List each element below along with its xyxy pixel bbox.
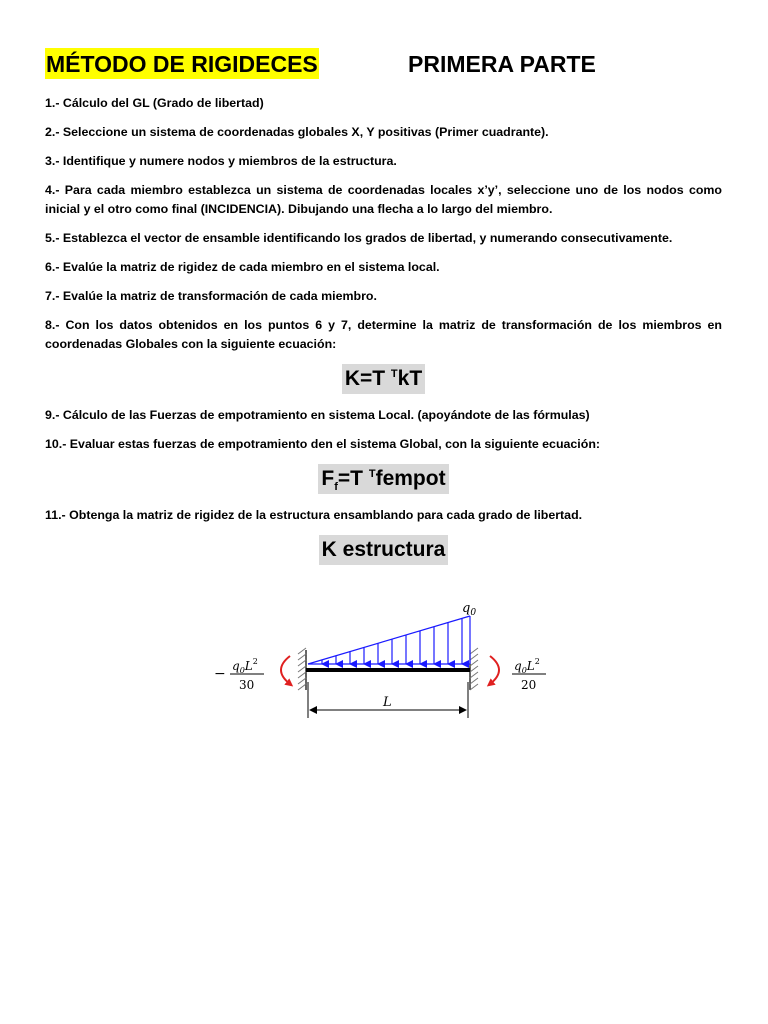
equation-fixed-end-forces bbox=[318, 464, 448, 494]
beam-diagram-svg bbox=[200, 590, 560, 730]
eq2-subscript: f bbox=[334, 481, 338, 494]
equation-structure-stiffness: K estructura bbox=[319, 535, 449, 565]
left-moment-sign: − bbox=[214, 666, 226, 682]
right-moment-arrow bbox=[490, 656, 499, 684]
step-8: 8.- Con los datos obtenidos en los puntos 6 y 7, determine la matriz de transformación de los miembros en coordenadas Globales con la siguiente ecuación: bbox=[45, 318, 722, 351]
triangular-distributed-load bbox=[308, 616, 470, 664]
eq1-part-a: K=T bbox=[344, 367, 391, 390]
step-10: 10.- Evaluar estas fuerzas de empotramiento den el sistema Global, con la siguiente ecuación: bbox=[45, 437, 601, 451]
equation-global-stiffness bbox=[342, 364, 425, 394]
equation-row-3 bbox=[45, 535, 722, 565]
eq2-part-c: fempot bbox=[375, 467, 446, 490]
eq2-part-b: =T bbox=[337, 467, 369, 490]
step-11: 11.- Obtenga la matriz de rigidez de la estructura ensamblando para cada grado de libertad. bbox=[45, 508, 583, 522]
eq2-part-a: F bbox=[321, 467, 335, 490]
step-9: 9.- Cálculo de las Fuerzas de empotramiento en sistema Local. (apoyándote de las fórmulas) bbox=[45, 408, 590, 422]
eq1-superscript: T bbox=[390, 368, 398, 380]
right-moment-denominator: 20 bbox=[521, 678, 537, 692]
span-label: L bbox=[383, 695, 392, 710]
step-2: 2.- Seleccione un sistema de coordenadas globales X, Y positivas (Primer cuadrante). bbox=[45, 125, 549, 139]
step-5: 5.- Establezca el vector de ensamble identificando los grados de libertad, y numerando consecutivamente. bbox=[45, 231, 673, 245]
left-moment-arrow bbox=[281, 656, 290, 684]
eq1-part-b: kT bbox=[397, 367, 423, 390]
step-3: 3.- Identifique y numere nodos y miembros de la estructura. bbox=[45, 154, 397, 168]
left-moment-label bbox=[214, 657, 264, 692]
step-7: 7.- Evalúe la matriz de transformación de cada miembro. bbox=[45, 289, 377, 303]
steps-list bbox=[45, 94, 722, 577]
fixed-beam-diagram bbox=[200, 590, 560, 730]
left-moment-numerator: $q_0L^2$ bbox=[232, 657, 258, 675]
step-6: 6.- Evalúe la matriz de rigidez de cada miembro en el sistema local. bbox=[45, 260, 440, 274]
equation-row-2 bbox=[45, 464, 722, 494]
step-1: 1.- Cálculo del GL (Grado de libertad) bbox=[45, 96, 264, 110]
right-moment-label bbox=[512, 657, 546, 692]
document-part: PRIMERA PARTE bbox=[408, 51, 596, 77]
header bbox=[45, 48, 725, 82]
step-4: 4.- Para cada miembro establezca un sistema de coordenadas locales x’y’, seleccione uno de los nodos como inicial y el otro como final (INCIDENCIA). Dibujando una flecha a lo largo del miembro. bbox=[45, 183, 722, 216]
left-fixed-support bbox=[298, 648, 306, 690]
right-fixed-support bbox=[470, 648, 478, 690]
right-moment-numerator: $q_0L^2$ bbox=[514, 657, 540, 675]
document-title: MÉTODO DE RIGIDECES bbox=[45, 48, 319, 79]
equation-row-1 bbox=[45, 364, 722, 394]
left-moment-denominator: 30 bbox=[239, 678, 255, 692]
load-label: $q_0$ bbox=[462, 601, 477, 618]
eq2-superscript: T bbox=[368, 468, 376, 480]
